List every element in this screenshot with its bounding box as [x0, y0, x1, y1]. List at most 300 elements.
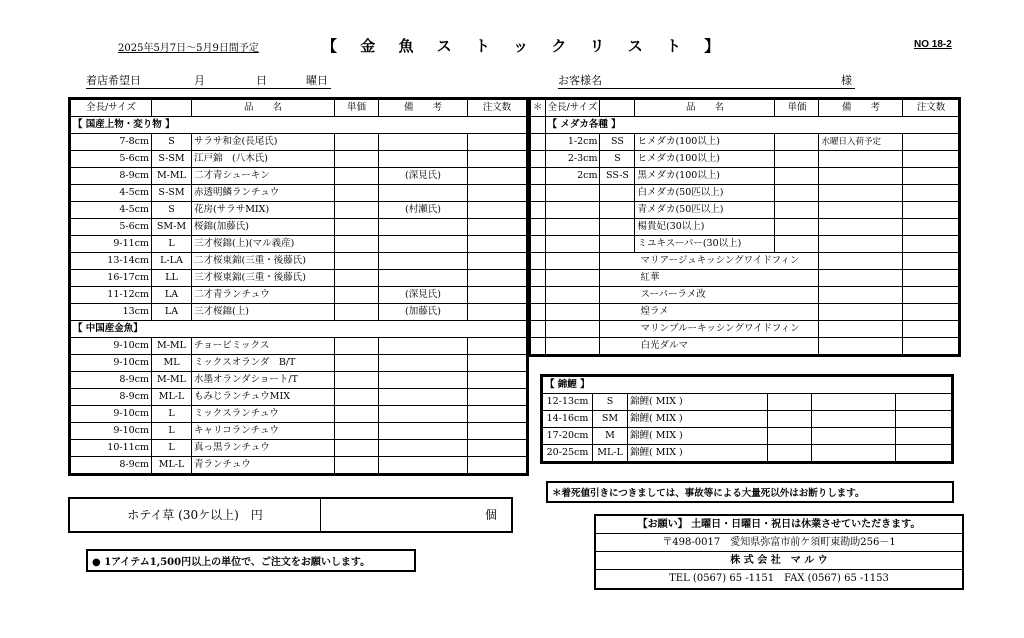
- length-cell: [545, 287, 600, 304]
- product-name-cell: 赤透明鱗ランチュウ: [192, 185, 335, 202]
- length-cell: 13cm: [71, 304, 152, 321]
- section-title: 【 錦鯉 】: [543, 377, 952, 394]
- size-cell: L: [152, 236, 192, 253]
- product-name-cell: ミックスランチュウ: [192, 406, 335, 423]
- mark-cell: [531, 168, 546, 185]
- table-row: [71, 457, 527, 474]
- product-name-cell: ヒメダカ(100以上): [635, 151, 775, 168]
- length-cell: 2cm: [545, 168, 600, 185]
- size-cell: ML-L: [593, 445, 628, 462]
- remarks-cell: 水曜日入荷予定: [819, 134, 903, 151]
- mark-cell: [531, 151, 546, 168]
- death-discount-note: ＊着死値引きにつきましては、事故等による大量死以外はお断りします。: [546, 481, 954, 503]
- section-row: [71, 321, 527, 338]
- length-cell: 1-2cm: [545, 134, 600, 151]
- quantity-cell[interactable]: [468, 134, 527, 151]
- remarks-cell: [819, 338, 903, 355]
- size-cell: ML: [152, 355, 192, 372]
- quantity-cell[interactable]: [903, 253, 959, 270]
- table-row: [71, 185, 527, 202]
- company-info-box: [594, 514, 964, 590]
- remarks-cell: [379, 423, 468, 440]
- arrival-label: 着店希望日: [86, 74, 141, 87]
- mark-cell: [531, 287, 546, 304]
- table-row: [71, 168, 527, 185]
- honorific-label: 様: [841, 74, 852, 87]
- table-row: [71, 287, 527, 304]
- table-row: [531, 202, 959, 219]
- price-cell[interactable]: [335, 185, 379, 202]
- price-cell[interactable]: [768, 445, 812, 462]
- company-phone: TEL (0567) 65 -1151 FAX (0567) 65 -1153: [669, 573, 889, 584]
- product-name-cell: ミックスオランダ B/T: [192, 355, 335, 372]
- remarks-cell: [812, 394, 896, 411]
- size-cell: S: [152, 202, 192, 219]
- length-cell: [545, 253, 600, 270]
- table-row: [71, 423, 527, 440]
- price-cell[interactable]: [335, 355, 379, 372]
- month-label: 月: [194, 74, 205, 87]
- length-cell: 5-6cm: [71, 151, 152, 168]
- min-order-note: ● 1アイテム1,500円以上の単位で、ご注文をお願いします。: [86, 549, 416, 572]
- price-cell[interactable]: [335, 423, 379, 440]
- size-cell: SM-M: [152, 219, 192, 236]
- size-cell: ML-L: [152, 389, 192, 406]
- medaka-stock-table: [528, 97, 961, 357]
- table-row: [543, 394, 952, 411]
- table-row: [531, 185, 959, 202]
- remarks-cell: [379, 151, 468, 168]
- length-cell: [545, 321, 600, 338]
- length-cell: 10-11cm: [71, 440, 152, 457]
- table-row: [543, 411, 952, 428]
- quantity-cell[interactable]: [468, 389, 527, 406]
- table-row: [531, 134, 959, 151]
- size-cell: M-ML: [152, 338, 192, 355]
- product-name-cell: 桜錦(加藤氏): [192, 219, 335, 236]
- customer-name-field[interactable]: [558, 73, 855, 89]
- quantity-cell[interactable]: [896, 445, 952, 462]
- price-cell[interactable]: [335, 440, 379, 457]
- size-cell: L: [152, 406, 192, 423]
- table-row: [531, 168, 959, 185]
- length-cell: 14-16cm: [543, 411, 593, 428]
- table-row: [543, 428, 952, 445]
- length-cell: 4-5cm: [71, 185, 152, 202]
- remarks-cell: [819, 253, 903, 270]
- remarks-cell: [379, 134, 468, 151]
- size-cell: S: [600, 151, 635, 168]
- length-cell: [545, 338, 600, 355]
- product-name-cell: 花房(サラサMIX): [192, 202, 335, 219]
- size-cell: [600, 219, 635, 236]
- quantity-cell[interactable]: [468, 338, 527, 355]
- table-row: [71, 389, 527, 406]
- col-qty: 注文数: [468, 100, 527, 117]
- price-cell[interactable]: [775, 236, 819, 253]
- section-title: 【 国産上物・変り物 】: [71, 117, 527, 134]
- size-cell: SS-S: [600, 168, 635, 185]
- table-row: [71, 151, 527, 168]
- size-cell: L: [152, 423, 192, 440]
- remarks-cell: [812, 445, 896, 462]
- quantity-cell[interactable]: [903, 134, 959, 151]
- remarks-cell: [812, 428, 896, 445]
- size-cell: SS: [600, 134, 635, 151]
- price-cell[interactable]: [335, 134, 379, 151]
- mark-cell: [531, 304, 546, 321]
- length-cell: [545, 185, 600, 202]
- section-title: 【 中国産金魚】: [71, 321, 527, 338]
- remarks-cell: [379, 372, 468, 389]
- mark-cell: [531, 134, 546, 151]
- table-row: [71, 355, 527, 372]
- length-cell: 13-14cm: [71, 253, 152, 270]
- section-row: [71, 117, 527, 134]
- col-name: 品 名: [192, 100, 335, 117]
- mark-cell: [531, 338, 546, 355]
- hotei-order-box[interactable]: [68, 497, 513, 533]
- col-remarks: 備 考: [819, 100, 903, 117]
- remarks-cell: [819, 321, 903, 338]
- price-cell[interactable]: [335, 389, 379, 406]
- price-cell[interactable]: [775, 185, 819, 202]
- product-name-cell: スーパーラメ改: [600, 287, 819, 304]
- table-row: [531, 151, 959, 168]
- section-title: 【 メダカ各種 】: [545, 117, 959, 134]
- length-cell: [545, 219, 600, 236]
- remarks-cell: [819, 168, 903, 185]
- length-cell: 9-10cm: [71, 423, 152, 440]
- price-cell[interactable]: [335, 338, 379, 355]
- col-remarks: 備 考: [379, 100, 468, 117]
- table-row: [71, 134, 527, 151]
- product-name-cell: 煌ラメ: [600, 304, 819, 321]
- table-row: [543, 445, 952, 462]
- quantity-cell[interactable]: [468, 372, 527, 389]
- remarks-cell: [819, 219, 903, 236]
- product-name-cell: 錦鯉( MIX ): [628, 445, 768, 462]
- remarks-cell: [379, 270, 468, 287]
- price-cell[interactable]: [335, 457, 379, 474]
- price-cell[interactable]: [775, 202, 819, 219]
- koi-stock-table: [540, 374, 954, 464]
- table-row: [71, 219, 527, 236]
- length-cell: 8-9cm: [71, 168, 152, 185]
- quantity-cell[interactable]: [903, 168, 959, 185]
- price-cell[interactable]: [335, 236, 379, 253]
- table-row: [71, 406, 527, 423]
- mark-cell: [531, 185, 546, 202]
- size-cell: [600, 185, 635, 202]
- size-cell: S-SM: [152, 151, 192, 168]
- col-mark: ＊: [531, 100, 546, 117]
- product-name-cell: キャリコランチュウ: [192, 423, 335, 440]
- price-cell[interactable]: [775, 134, 819, 151]
- table-row: [531, 236, 959, 253]
- remarks-cell: [812, 411, 896, 428]
- product-name-cell: 江戸錦 (八木氏): [192, 151, 335, 168]
- quantity-cell[interactable]: [903, 219, 959, 236]
- remarks-cell: [379, 236, 468, 253]
- remarks-cell: [379, 338, 468, 355]
- remarks-cell: (加藤氏): [379, 304, 468, 321]
- table-row: [531, 338, 959, 355]
- table-row: [531, 321, 959, 338]
- product-name-cell: マリンブルーキッシングワイドフィン: [600, 321, 819, 338]
- quantity-cell[interactable]: [896, 411, 952, 428]
- product-name-cell: 紅華: [600, 270, 819, 287]
- length-cell: [545, 270, 600, 287]
- size-cell: S: [593, 394, 628, 411]
- product-name-cell: 青ランチュウ: [192, 457, 335, 474]
- remarks-cell: [819, 202, 903, 219]
- price-cell[interactable]: [335, 304, 379, 321]
- quantity-cell[interactable]: [468, 457, 527, 474]
- size-cell: S-SM: [152, 185, 192, 202]
- quantity-cell[interactable]: [468, 202, 527, 219]
- length-cell: 16-17cm: [71, 270, 152, 287]
- product-name-cell: 二才青シューキン: [192, 168, 335, 185]
- table-row: [71, 253, 527, 270]
- col-name: 品 名: [635, 100, 775, 117]
- quantity-cell[interactable]: [903, 287, 959, 304]
- quantity-cell[interactable]: [903, 270, 959, 287]
- company-name: 株 式 会 社 マ ル ウ: [596, 552, 962, 570]
- remarks-cell: [819, 287, 903, 304]
- mark-cell: [531, 219, 546, 236]
- product-name-cell: ヒメダカ(100以上): [635, 134, 775, 151]
- remarks-cell: [819, 185, 903, 202]
- table-header-row: [71, 100, 527, 117]
- price-cell[interactable]: [335, 406, 379, 423]
- col-price: 単価: [775, 100, 819, 117]
- arrival-date-field[interactable]: [86, 73, 331, 89]
- product-name-cell: 錦鯉( MIX ): [628, 411, 768, 428]
- remarks-cell: [379, 253, 468, 270]
- length-cell: 20-25cm: [543, 445, 593, 462]
- price-cell[interactable]: [335, 287, 379, 304]
- table-row: [531, 287, 959, 304]
- remarks-cell: [379, 406, 468, 423]
- length-cell: 2-3cm: [545, 151, 600, 168]
- length-cell: 5-6cm: [71, 219, 152, 236]
- remarks-cell: [379, 219, 468, 236]
- quantity-cell[interactable]: [468, 185, 527, 202]
- table-row: [71, 236, 527, 253]
- length-cell: 9-11cm: [71, 236, 152, 253]
- product-name-cell: サラサ和金(長尾氏): [192, 134, 335, 151]
- remarks-cell: [379, 440, 468, 457]
- price-cell[interactable]: [335, 253, 379, 270]
- size-cell: L-LA: [152, 253, 192, 270]
- product-name-cell: マリアージュキッシングワイドフィン: [600, 253, 819, 270]
- quantity-cell[interactable]: [468, 236, 527, 253]
- quantity-cell[interactable]: [903, 202, 959, 219]
- quantity-cell[interactable]: [896, 428, 952, 445]
- table-row: [531, 304, 959, 321]
- price-cell[interactable]: [775, 219, 819, 236]
- product-name-cell: 三才桜東錦(三重・後藤氏): [192, 270, 335, 287]
- mark-cell: [531, 236, 546, 253]
- remarks-cell: [819, 304, 903, 321]
- col-size: 全長/サイズ: [545, 100, 600, 117]
- size-cell: LL: [152, 270, 192, 287]
- size-cell: [600, 202, 635, 219]
- quantity-cell[interactable]: [468, 219, 527, 236]
- domestic-stock-table: [68, 97, 529, 476]
- document-number: NO 18-2: [914, 39, 952, 50]
- table-row: [71, 372, 527, 389]
- price-cell[interactable]: [768, 394, 812, 411]
- weekday-label: 曜日: [306, 74, 328, 87]
- length-cell: [545, 304, 600, 321]
- length-cell: 4-5cm: [71, 202, 152, 219]
- size-cell: M-ML: [152, 168, 192, 185]
- product-name-cell: 青メダカ(50匹以上): [635, 202, 775, 219]
- price-cell[interactable]: [335, 202, 379, 219]
- length-cell: 8-9cm: [71, 372, 152, 389]
- remarks-cell: [819, 236, 903, 253]
- remarks-cell: (村瀬氏): [379, 202, 468, 219]
- table-row: [71, 270, 527, 287]
- price-cell[interactable]: [335, 372, 379, 389]
- quantity-cell[interactable]: [903, 321, 959, 338]
- length-cell: 8-9cm: [71, 457, 152, 474]
- remarks-cell: [379, 355, 468, 372]
- quantity-cell[interactable]: [468, 440, 527, 457]
- product-name-cell: 水墨オランダショート/T: [192, 372, 335, 389]
- quantity-cell[interactable]: [468, 406, 527, 423]
- mark-cell: [531, 117, 546, 134]
- col-qty: 注文数: [903, 100, 959, 117]
- price-cell[interactable]: [775, 168, 819, 185]
- price-cell[interactable]: [335, 168, 379, 185]
- quantity-cell[interactable]: [468, 304, 527, 321]
- length-cell: 12-13cm: [543, 394, 593, 411]
- col-size-code: [152, 100, 192, 117]
- length-cell: 8-9cm: [71, 389, 152, 406]
- table-row: [531, 270, 959, 287]
- product-name-cell: 真っ黒ランチュウ: [192, 440, 335, 457]
- day-label: 日: [256, 74, 267, 87]
- product-name-cell: 白光ダルマ: [600, 338, 819, 355]
- holiday-notice: 【お願い】 土曜日・日曜日・祝日は休業させていただきます。: [596, 516, 962, 534]
- price-cell[interactable]: [335, 151, 379, 168]
- remarks-cell: (深見氏): [379, 287, 468, 304]
- mark-cell: [531, 321, 546, 338]
- quantity-cell[interactable]: [903, 304, 959, 321]
- quantity-cell[interactable]: [903, 338, 959, 355]
- section-row: [543, 377, 952, 394]
- remarks-cell: [819, 151, 903, 168]
- quantity-cell[interactable]: [468, 151, 527, 168]
- quantity-cell[interactable]: [468, 287, 527, 304]
- size-cell: S: [152, 134, 192, 151]
- product-name-cell: 三才桜錦(上): [192, 304, 335, 321]
- size-cell: LA: [152, 304, 192, 321]
- quantity-cell[interactable]: [903, 151, 959, 168]
- product-name-cell: 三才桜錦(上)(マル義産): [192, 236, 335, 253]
- table-row: [71, 202, 527, 219]
- col-price: 単価: [335, 100, 379, 117]
- quantity-cell[interactable]: [468, 270, 527, 287]
- length-cell: [545, 236, 600, 253]
- length-cell: 9-10cm: [71, 338, 152, 355]
- size-cell: L: [152, 440, 192, 457]
- section-row: [531, 117, 959, 134]
- price-cell[interactable]: [335, 270, 379, 287]
- length-cell: 9-10cm: [71, 355, 152, 372]
- price-cell[interactable]: [335, 219, 379, 236]
- mark-cell: [531, 270, 546, 287]
- product-name-cell: ミユキスーパー(30以上): [635, 236, 775, 253]
- product-name-cell: 二才青ランチュウ: [192, 287, 335, 304]
- remarks-cell: (深見氏): [379, 168, 468, 185]
- price-cell[interactable]: [775, 151, 819, 168]
- quantity-cell[interactable]: [903, 236, 959, 253]
- remarks-cell: [819, 270, 903, 287]
- remarks-cell: [379, 389, 468, 406]
- hotei-unit: 個: [484, 508, 497, 522]
- size-cell: SM: [593, 411, 628, 428]
- product-name-cell: 二才桜東錦(三重・後藤氏): [192, 253, 335, 270]
- remarks-cell: [379, 457, 468, 474]
- size-cell: ML-L: [152, 457, 192, 474]
- size-cell: LA: [152, 287, 192, 304]
- schedule-date: 2025年5月7日～5月9日間予定: [118, 43, 259, 54]
- table-header-row: [531, 100, 959, 117]
- length-cell: 9-10cm: [71, 406, 152, 423]
- product-name-cell: 錦鯉( MIX ): [628, 428, 768, 445]
- mark-cell: [531, 253, 546, 270]
- quantity-cell[interactable]: [468, 168, 527, 185]
- quantity-cell[interactable]: [903, 185, 959, 202]
- quantity-cell[interactable]: [468, 423, 527, 440]
- mark-cell: [531, 202, 546, 219]
- product-name-cell: 錦鯉( MIX ): [628, 394, 768, 411]
- price-cell[interactable]: [768, 411, 812, 428]
- size-cell: M-ML: [152, 372, 192, 389]
- product-name-cell: 黒メダカ(100以上): [635, 168, 775, 185]
- table-row: [531, 253, 959, 270]
- remarks-cell: [379, 185, 468, 202]
- table-row: [71, 338, 527, 355]
- col-size-code: [600, 100, 635, 117]
- customer-label: お客様名: [558, 74, 602, 87]
- price-cell[interactable]: [768, 428, 812, 445]
- col-size: 全長/サイズ: [71, 100, 152, 117]
- size-cell: [600, 236, 635, 253]
- quantity-cell[interactable]: [896, 394, 952, 411]
- length-cell: [545, 202, 600, 219]
- quantity-cell[interactable]: [468, 355, 527, 372]
- length-cell: 7-8cm: [71, 134, 152, 151]
- length-cell: 11-12cm: [71, 287, 152, 304]
- quantity-cell[interactable]: [468, 253, 527, 270]
- hotei-label: ホテイ草 (30ケ以上) 円: [70, 499, 321, 531]
- length-cell: 17-20cm: [543, 428, 593, 445]
- table-row: [531, 219, 959, 236]
- page-title: 【 金 魚 ス ト ッ ク リ ス ト 】: [322, 37, 729, 55]
- company-address: 〒498-0017 愛知県弥富市前ケ須町東勘助256－1: [596, 534, 962, 552]
- size-cell: M: [593, 428, 628, 445]
- product-name-cell: チョービミックス: [192, 338, 335, 355]
- table-row: [71, 440, 527, 457]
- product-name-cell: もみじランチュウMIX: [192, 389, 335, 406]
- product-name-cell: 白メダカ(50匹以上): [635, 185, 775, 202]
- product-name-cell: 楊貴妃(30以上): [635, 219, 775, 236]
